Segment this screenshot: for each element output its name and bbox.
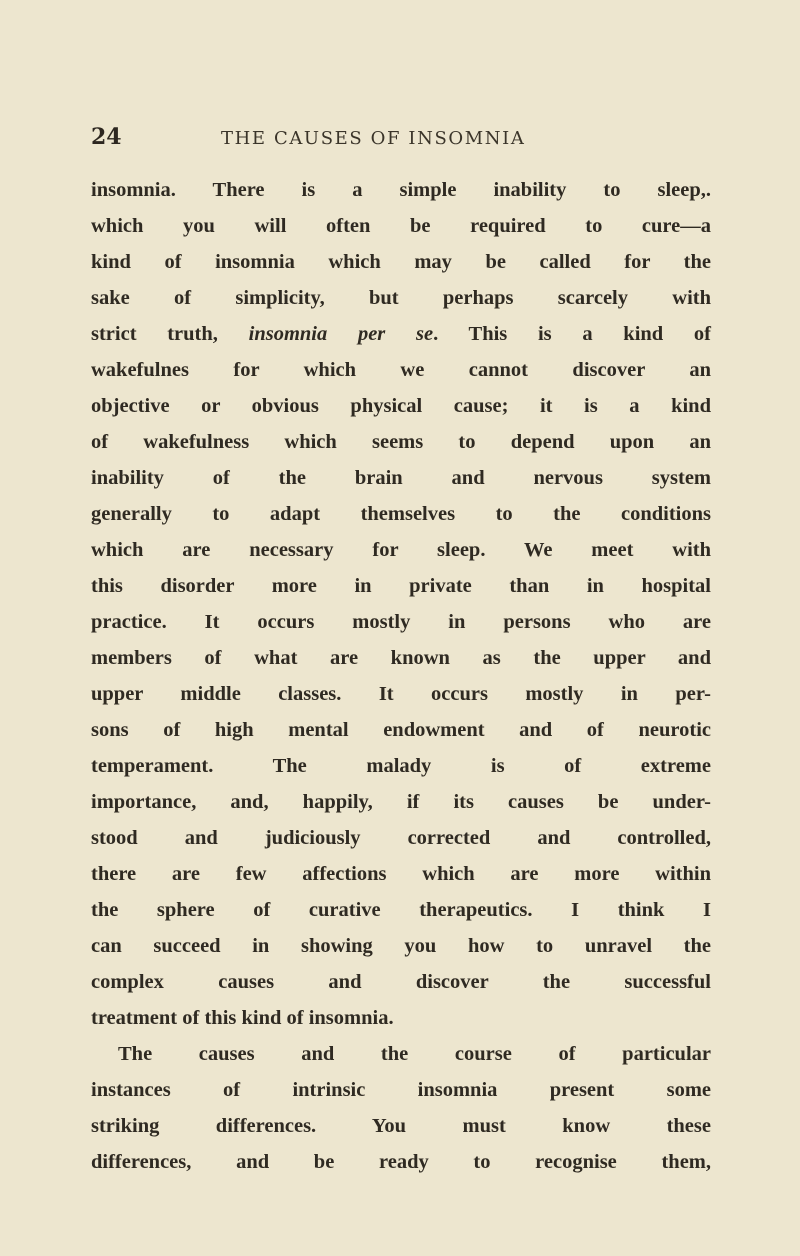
text-line: of wakefulness which seems to depend upon an	[91, 431, 711, 453]
text-line: wakefulnes for which we cannot discover an	[91, 359, 711, 381]
text-line: there are few affections which are more within	[91, 863, 711, 885]
text-line: can succeed in showing you how to unravel the	[91, 935, 711, 957]
text-line: temperament. The malady is of extreme	[91, 755, 711, 777]
paragraph-start-line: The causes and the course of particular	[118, 1043, 711, 1065]
text-line: kind of insomnia which may be called for the	[91, 251, 711, 273]
text-line-italic	[91, 316, 711, 352]
page-number: 24	[91, 124, 122, 150]
text-line: this disorder more in private than in hospital	[91, 575, 711, 597]
text-line: inability of the brain and nervous system	[91, 467, 711, 489]
text-line: importance, and, happily, if its causes be under-	[91, 791, 711, 813]
text-line: instances of intrinsic insomnia present some	[91, 1079, 711, 1101]
text-segment: . This is a kind of	[433, 323, 711, 345]
text-line: complex causes and discover the successful	[91, 971, 711, 993]
text-line: members of what are known as the upper and	[91, 647, 711, 669]
body-text	[91, 172, 711, 1180]
text-line: striking differences. You must know these	[91, 1115, 711, 1137]
text-line: practice. It occurs mostly in persons who are	[91, 611, 711, 633]
text-line: insomnia. There is a simple inability to sleep,.	[91, 179, 711, 201]
text-line: objective or obvious physical cause; it is a kind	[91, 395, 711, 417]
text-line: treatment of this kind of insomnia.	[91, 1007, 394, 1029]
running-title: THE CAUSES OF INSOMNIA	[221, 128, 526, 149]
text-line: the sphere of curative therapeutics. I think I	[91, 899, 711, 921]
text-line: sake of simplicity, but perhaps scarcely with	[91, 287, 711, 309]
text-line: stood and judiciously corrected and controlled,	[91, 827, 711, 849]
text-line: sons of high mental endowment and of neurotic	[91, 719, 711, 741]
text-line: which you will often be required to cure—a	[91, 215, 711, 237]
running-head	[91, 124, 711, 160]
text-line: differences, and be ready to recognise them,	[91, 1151, 711, 1173]
text-line: upper middle classes. It occurs mostly in per-	[91, 683, 711, 705]
text-segment: strict truth,	[91, 323, 249, 345]
italic-phrase: insomnia per se	[248, 323, 434, 345]
text-line: generally to adapt themselves to the conditions	[91, 503, 711, 525]
text-line: which are necessary for sleep. We meet with	[91, 539, 711, 561]
